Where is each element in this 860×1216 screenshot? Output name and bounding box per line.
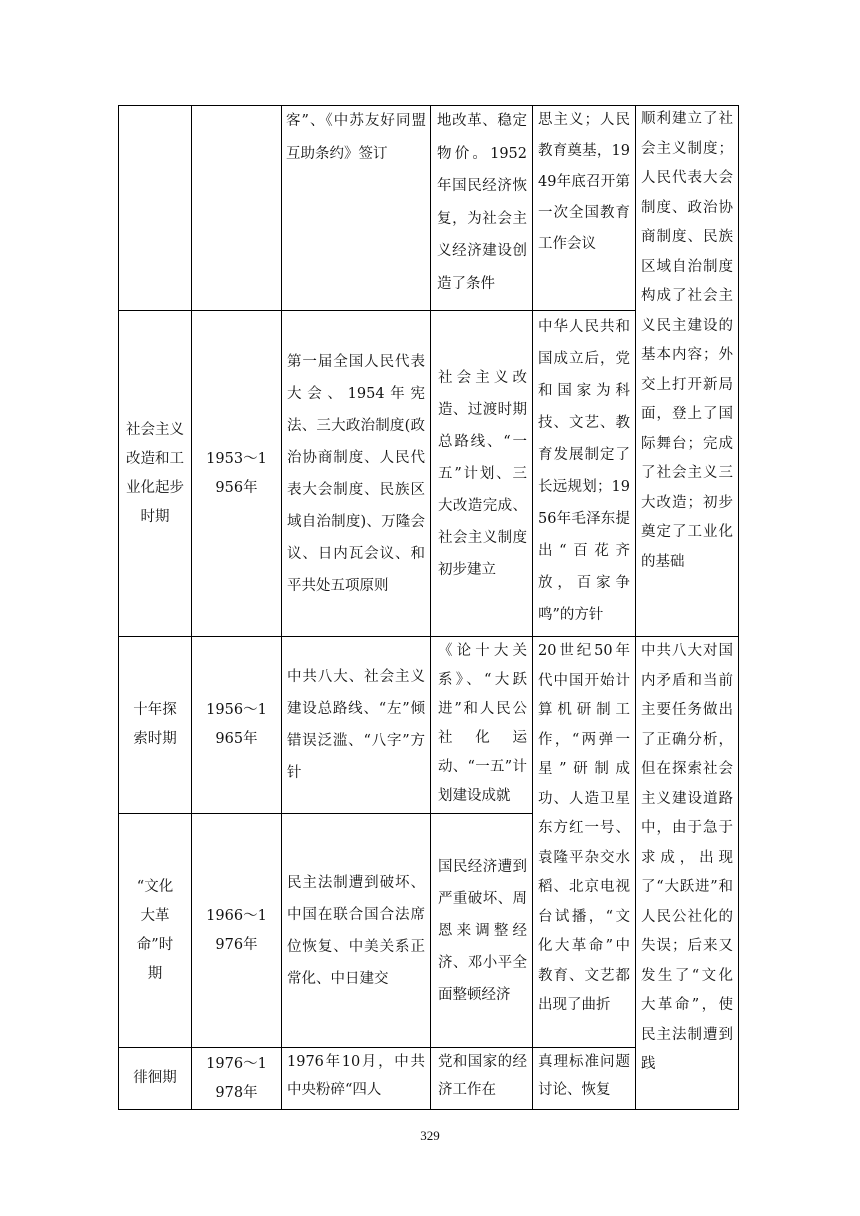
row2-years-cell: [192, 637, 281, 813]
page-number: 329: [420, 1128, 440, 1143]
culture-2: 20世纪50年代中国开始计算机研制工作，“两弹一星”研制成功、人造卫星东方红一号、袁隆平杂交水稻、北京电视台试播，“文化大革命”中教育、文艺都出现了曲折: [538, 643, 630, 1013]
row3-years-cell: [192, 814, 281, 1047]
culture-cell-0: [533, 105, 635, 310]
summary-cell-0: [636, 105, 738, 636]
history-table: [118, 105, 739, 1110]
row0-economy: 地改革、稳定物价。1952年国民经济恢复，为社会主义经济建设创造了条件: [437, 113, 527, 292]
culture-cell-2: [533, 637, 635, 1047]
row2-events-cell: [282, 637, 430, 813]
row4-years: 1976～1978年: [206, 1055, 267, 1101]
row1-years-cell: [192, 311, 281, 636]
culture-3: 真理标准问题讨论、恢复: [538, 1054, 630, 1098]
row4-period: 徘徊期: [133, 1070, 177, 1086]
row2-events: 中共八大、社会主义建设总路线、“左”倾错误泛滥、“八字”方针: [287, 669, 425, 781]
culture-cell-3: [533, 1048, 635, 1109]
row4-events: 1976年10月，中共中央粉碎“四人: [287, 1054, 425, 1098]
row3-period-cell: [119, 814, 191, 1047]
row3-economy: 国民经济遭到严重破坏、周恩来调整经济、邓小平全面整顿经济: [438, 858, 527, 1003]
row3-events: 民主法制遭到破坏、中国在联合国合法席位恢复、中美关系正常化、中日建交: [287, 874, 425, 987]
row1-events: 第一届全国人民代表大会、1954年宪法、三大政治制度(政治协商制度、人民代表大会制度、民族区域自治制度)、万隆会议、日内瓦会议、和平共处五项原则: [287, 353, 425, 594]
culture-cell-1: [533, 311, 635, 636]
row3-economy-cell: [433, 814, 532, 1047]
row3-period: “文化大革命”时期: [136, 878, 174, 982]
row4-events-cell: [282, 1048, 430, 1109]
row1-economy-cell: [433, 311, 532, 636]
row3-events-cell: [282, 814, 430, 1047]
row1-economy: 社会主义改造、过渡时期总路线、“一五”计划、三大改造完成、社会主义制度初步建立: [438, 369, 527, 578]
summary-0: 顺利建立了社会主义制度；人民代表大会制度、政治协商制度、民族区域自治制度构成了社会主义民主建设的基本内容；外交上打开新局面，登上了国际舞台；完成了社会主义三大改造；初步奠定了工业化的基础: [641, 111, 733, 570]
summary-1: 中共八大对国内矛盾和当前主要任务做出了正确分析，但在探索社会主义建设道路中，由于急于求成，出现了“大跃进”和人民公社化的失误；后来又发生了“文化大革命”，使民主法制遭到践: [641, 643, 733, 1072]
row2-years: 1956～1965年: [206, 702, 267, 747]
row1-period-cell: [119, 311, 191, 636]
row0-economy-cell: [432, 105, 532, 310]
row4-years-cell: [192, 1048, 281, 1109]
row2-economy: 《论十大关系》、“大跃进”和人民公社化运动、“一五”计划建设成就: [438, 643, 527, 804]
row0-events-cell: [281, 105, 431, 310]
row4-economy-cell: [433, 1048, 532, 1109]
row4-period-cell: [119, 1048, 191, 1109]
table-border-right: [738, 105, 739, 1110]
culture-1: 中华人民共和国成立后，党和国家为科技、文艺、教育发展制定了长远规划；1956年毛泽东提出“百花齐放，百家争鸣”的方针: [538, 319, 630, 623]
row1-events-cell: [282, 311, 430, 636]
table-border-bottom: [118, 1109, 739, 1110]
row1-period: 社会主义改造和工业化起步时期: [126, 421, 184, 525]
row4-economy: 党和国家的经济工作在: [438, 1054, 527, 1098]
row2-period-cell: [119, 637, 191, 813]
summary-cell-1: [636, 637, 738, 1109]
row2-period: 十年探索时期: [133, 702, 177, 747]
row2-economy-cell: [433, 637, 532, 813]
culture-0: 思主义；人民教育奠基，1949年底召开第一次全国教育工作会议: [538, 112, 630, 252]
row1-years: 1953～1956年: [206, 450, 267, 496]
row3-years: 1966～1976年: [206, 907, 267, 953]
row0-events: 客”、《中苏友好同盟互助条约》签订: [286, 113, 426, 162]
